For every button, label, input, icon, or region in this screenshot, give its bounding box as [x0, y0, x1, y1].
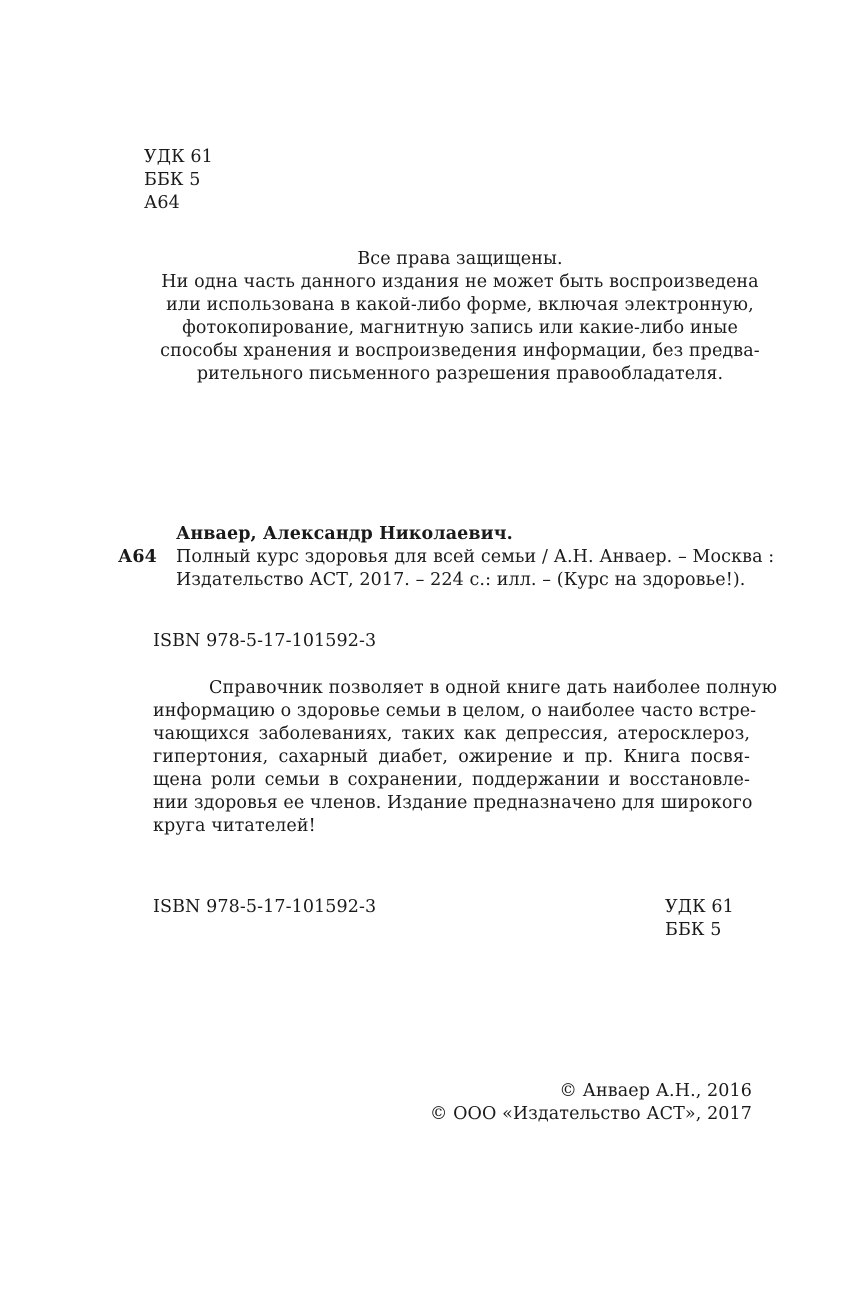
- rights-line: Все права защищены.: [357, 249, 563, 269]
- annotation-line: щена роли семьи в сохранении, поддержании и восстановле-: [153, 770, 750, 790]
- copyright-block: [400, 1080, 752, 1126]
- rights-line: или использована в какой-либо форме, включая электронную,: [166, 295, 754, 315]
- annotation: [153, 677, 778, 838]
- catalog-author: Анваер, Александр Николаевич.: [176, 524, 513, 544]
- udk-code: УДК 61: [144, 147, 213, 167]
- catalog-line: Издательство АСТ, 2017. – 224 с.: илл. – (Курс на здоровье!).: [176, 570, 746, 590]
- rights-line: способы хранения и воспроизведения информации, без предва-: [160, 341, 760, 361]
- rights-line: фотокопирование, магнитную запись или какие-либо иные: [182, 318, 738, 338]
- udk-code-bottom: УДК 61: [665, 897, 734, 917]
- copyright-line: © Анваер А.Н., 2016: [559, 1081, 752, 1101]
- catalog-code: А64: [118, 547, 157, 567]
- annotation-line: Справочник позволяет в одной книге дать наиболее полную: [209, 678, 778, 698]
- classification-codes-bottom: [665, 896, 734, 942]
- copyright-line: © ООО «Издательство АСТ», 2017: [429, 1104, 752, 1124]
- annotation-line: гипертония, сахарный диабет, ожирение и пр. Книга посвя-: [153, 747, 750, 767]
- isbn: ISBN 978-5-17-101592-3: [153, 631, 377, 651]
- catalog-line: Полный курс здоровья для всей семьи / А.Н. Анваер. – Москва :: [176, 547, 775, 567]
- rights-notice: [160, 248, 760, 386]
- catalog-description: [176, 546, 774, 592]
- bbk-code: ББК 5: [144, 170, 201, 190]
- author-mark: А64: [144, 193, 180, 213]
- annotation-line: нии здоровья ее членов. Издание предназначено для широкого: [153, 793, 753, 813]
- annotation-line: круга читателей!: [153, 816, 316, 836]
- annotation-line: чающихся заболеваниях, таких как депрессия, атеросклероз,: [153, 724, 750, 744]
- isbn-bottom: ISBN 978-5-17-101592-3: [153, 897, 377, 917]
- rights-line: Ни одна часть данного издания не может быть воспроизведена: [161, 272, 759, 292]
- rights-line: рительного письменного разрешения правообладателя.: [196, 364, 724, 384]
- annotation-line: информацию о здоровье семьи в целом, о наиболее часто встре-: [153, 701, 757, 721]
- bbk-code-bottom: ББК 5: [665, 920, 722, 940]
- classification-codes-top: [144, 146, 213, 215]
